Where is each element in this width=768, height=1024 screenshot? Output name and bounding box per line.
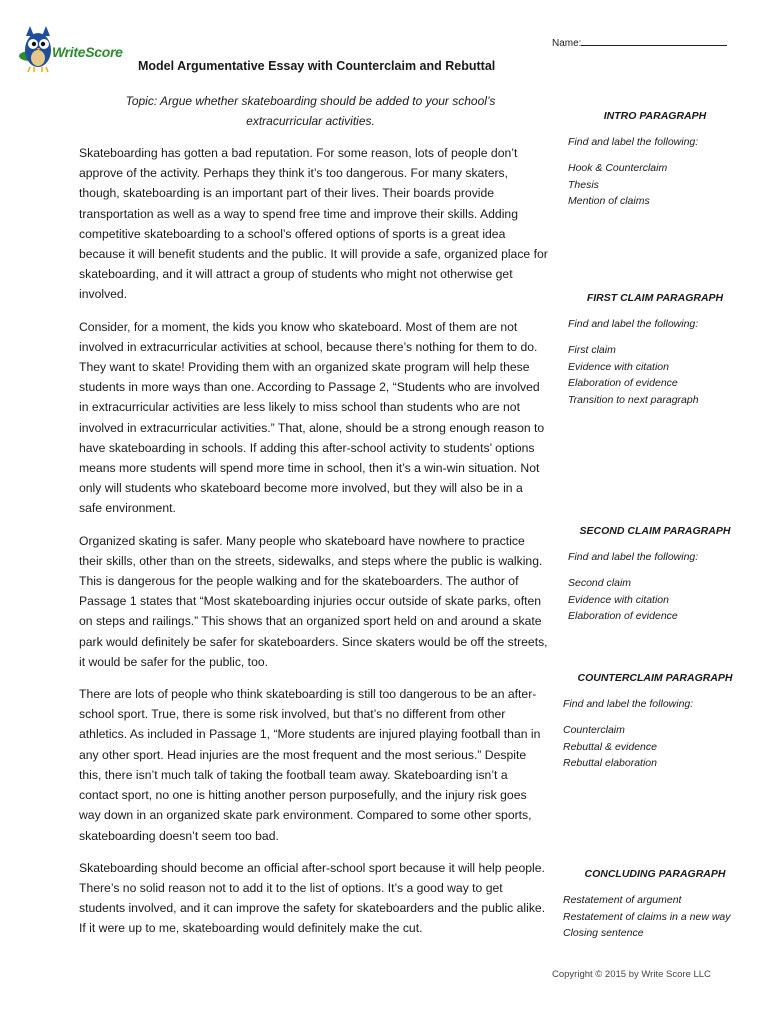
sidebar-checklist-item: Restatement of argument [563,894,682,906]
sidebar-concluding-section [555,868,755,942]
essay-paragraph-second-claim: Organized skating is safer. Many people who skateboard have nowhere to practice their skills, other than on the streets, sidewalks, and steps where the public is walking. This is dangerous for the people walking and for the skateboarders. The author of Passage 1 states that “Most skateboarding injuries occur outside of skate parks, often on steps and railings.” This shows that an organized sport held on and around a skate park would definitely be safer for skateboarders. Since skaters would be off the streets, it would be safer for the public, too. [79,533,548,669]
sidebar-checklist-item: Evidence with citation [568,593,669,606]
topic-statement: Topic: Argue whether skateboarding should be added to your school’s extracurricular activities. [125,94,496,128]
sidebar-checklist-item: Closing sentence [563,927,644,939]
name-label: Name: [552,38,582,49]
name-blank-line[interactable] [581,36,727,46]
sidebar-checklist-item: Elaboration of evidence [568,377,678,389]
sidebar-heading: FIRST CLAIM PARAGRAPH [586,292,724,304]
sidebar-second-claim-section [555,525,755,625]
sidebar-checklist-item: Thesis [568,178,599,191]
sidebar-instruction: Find and label the following: [568,136,699,148]
sidebar-checklist-item: Rebuttal elaboration [563,757,657,769]
essay-paragraph-intro: Skateboarding has gotten a bad reputation. For some reason, lots of people don’t approve of the activity. Perhaps they think it’s too dangerous. For many skaters, though, skateboarding is an important part of their lives. Their boards provide transportation as well as a way to spend free time and improve their skills. Adding competitive skateboarding to a school’s offered options of sports is a great idea because it will benefit students and the public. It will provide a safe, organized place for skateboarding, and it will attract a group of students who might not otherwise get involved. [79,146,548,302]
sidebar-instruction: Find and label the following: [568,318,699,330]
sidebar-instruction: Find and label the following: [568,551,699,563]
sidebar-checklist-item: Mention of claims [568,195,650,207]
essay-paragraph-counterclaim: There are lots of people who think skateboarding is still too dangerous to be an after-school sport. True, there is some risk involved, but that’s no different from other athletics. As included in Passage 1, “More students are injured playing football than in any other sport. Head injuries are the most frequent and the most serious.” Despite this, there isn’t much talk of taking the football team away. Skateboarding isn’t a contact sport, no one is hitting another person purposefully, and the injury risk goes way down in an organized skate park environment. Compared to some other sports, skateboarding doesn’t seem too bad. [79,687,541,843]
sidebar-checklist-item: Rebuttal & evidence [563,740,657,753]
logo-wordmark: WriteScore [52,44,123,60]
essay-body [79,143,549,951]
essay-paragraph-first-claim: Consider, for a moment, the kids you know who skateboard. Most of them are not involved in extracurricular activities at school, because there’s nothing for them to do. They want to skate! Providing them with an organized skate program will help these students in more ways than one. According to Passage 2, “Students who are involved in extracurricular activities are less likely to miss school than students who are not involved in extracurricular activities.” That, alone, should be a strong enough reason to have skateboarding in schools. If adding this after-school activity to students’ options means more students will spend more time in school, then it’s a win-win situation. Not only will students who skateboard become more involved, but they will also be in a safe environment. [79,319,545,516]
sidebar-checklist-item: Evidence with citation [568,360,669,373]
sidebar-checklist-item: Hook & Counterclaim [568,162,668,174]
sidebar-checklist-item: Transition to next paragraph [568,393,699,406]
name-field[interactable] [552,36,727,49]
sidebar-heading: SECOND CLAIM PARAGRAPH [579,525,731,537]
sidebar-checklist-item: Counterclaim [563,724,625,736]
sidebar-instruction: Find and label the following: [563,698,694,710]
essay-paragraph-conclusion: Skateboarding should become an official after-school sport because it will help people. There’s no solid reason not to add it to the list of options. It’s a good way to get students involved, and it can improve the safety for skateboarders and the public alike. If it were up to me, skateboarding would definitely make the cut. [79,860,546,936]
sidebar-heading: INTRO PARAGRAPH [603,110,707,122]
sidebar-checklist-item: Second claim [568,577,632,589]
sidebar-checklist-item: Elaboration of evidence [568,610,678,622]
sidebar-heading: COUNTERCLAIM PARAGRAPH [577,672,733,684]
page-title: Model Argumentative Essay with Counterclaim and Rebuttal [138,59,496,73]
sidebar-intro-section [555,110,755,210]
write-score-logo [16,22,140,84]
sidebar-first-claim-section [555,292,755,408]
sidebar-checklist-item: First claim [568,344,616,356]
copyright-footer: Copyright © 2015 by Write Score LLC [552,969,711,980]
sidebar-counterclaim-section [555,672,755,772]
sidebar-checklist-item: Restatement of claims in a new way [563,910,731,923]
sidebar-heading: CONCLUDING PARAGRAPH [584,868,726,880]
